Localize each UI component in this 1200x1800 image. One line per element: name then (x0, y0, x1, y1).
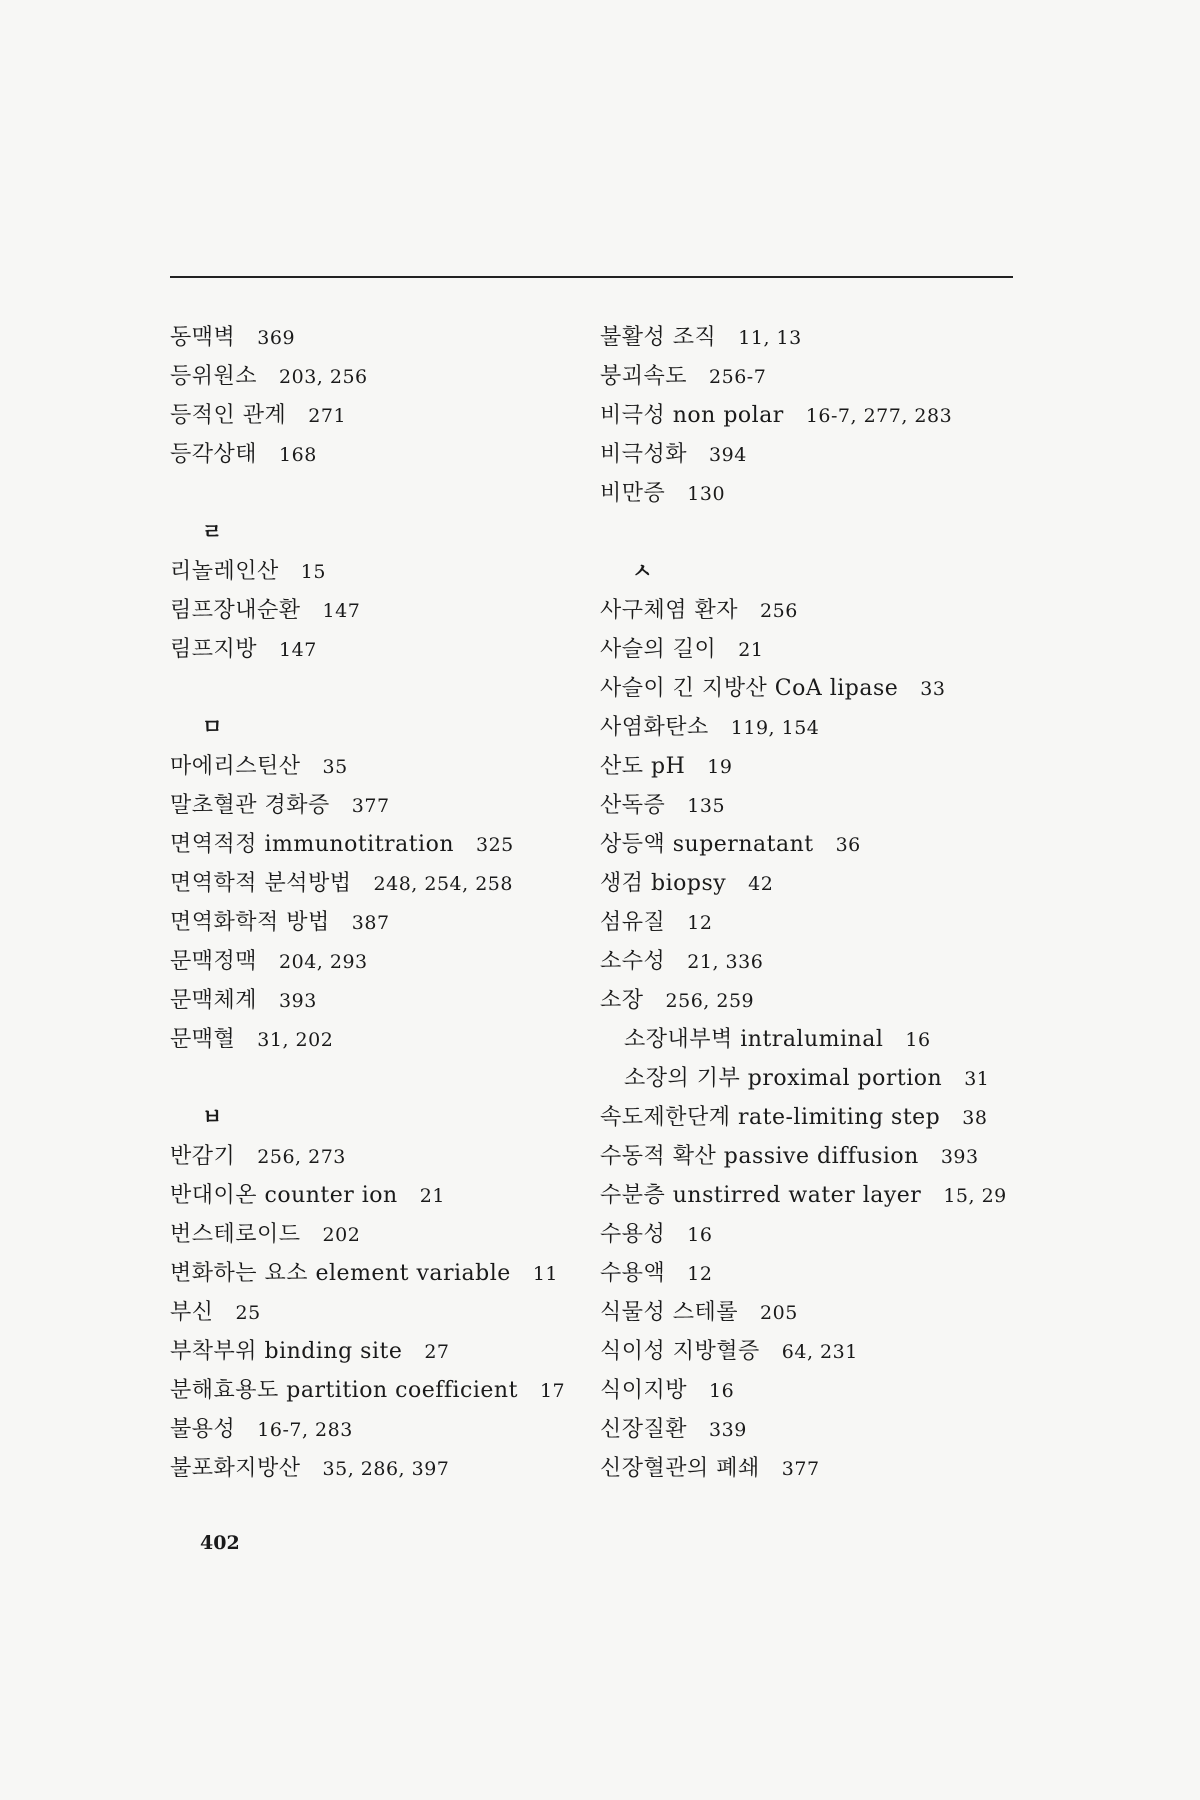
index-page-refs: 16 (709, 1380, 735, 1402)
index-term: 식이성 지방혈증 (600, 1339, 760, 1364)
index-entry (600, 942, 1020, 981)
index-term: 수용성 (600, 1222, 666, 1247)
index-term: 산도 pH (600, 754, 686, 779)
index-term: 부신 (170, 1300, 214, 1325)
index-page-refs: 377 (351, 795, 390, 817)
index-entry (170, 1215, 590, 1254)
index-term: 림프지방 (170, 637, 258, 662)
index-page-refs: 19 (707, 756, 733, 778)
index-term: 소장의 기부 proximal portion (624, 1066, 943, 1091)
index-entry (600, 786, 1020, 825)
index-entry (600, 1254, 1020, 1293)
index-entry (600, 708, 1020, 747)
index-page-refs: 64, 231 (781, 1341, 858, 1363)
index-entry (170, 1137, 590, 1176)
index-term: 산독증 (600, 793, 666, 818)
index-page-refs: 393 (279, 990, 317, 1012)
index-entry (600, 1215, 1020, 1254)
index-entry (170, 357, 590, 396)
index-entry (170, 825, 590, 864)
index-term: 비만증 (600, 481, 666, 506)
index-term: 비극성 non polar (600, 403, 784, 428)
index-term: 등위원소 (170, 364, 258, 389)
index-term: 림프장내순환 (170, 598, 301, 623)
index-term: 등적인 관계 (170, 403, 287, 428)
index-term: 등각상태 (170, 442, 258, 467)
index-page-refs: 147 (322, 600, 361, 622)
index-entry (170, 630, 590, 669)
index-subentry (600, 1059, 1020, 1098)
index-page-refs: 16-7, 283 (257, 1419, 353, 1441)
index-page-refs: 377 (781, 1458, 820, 1480)
index-term: 불포화지방산 (170, 1456, 301, 1481)
index-term: 문맥체계 (170, 988, 258, 1013)
index-entry (170, 1254, 590, 1293)
index-page-refs: 16-7, 277, 283 (805, 405, 953, 427)
index-page-refs: 33 (920, 678, 946, 700)
index-term: 상등액 supernatant (600, 832, 814, 857)
index-entry (170, 747, 590, 786)
index-term: 식이지방 (600, 1378, 688, 1403)
index-entry (170, 1371, 590, 1410)
index-entry (600, 1332, 1020, 1371)
index-term: 신장혈관의 폐쇄 (600, 1456, 760, 1481)
index-term: 속도제한단계 rate-limiting step (600, 1105, 941, 1130)
index-term: 말초혈관 경화증 (170, 793, 330, 818)
index-term: 소장 (600, 988, 644, 1013)
index-page-refs: 16 (687, 1224, 713, 1246)
index-entry (600, 474, 1020, 513)
index-term: 면역학적 분석방법 (170, 871, 352, 896)
index-page-refs: 205 (760, 1302, 798, 1324)
index-entry (600, 1410, 1020, 1449)
index-term: 소장내부벽 intraluminal (624, 1027, 884, 1052)
index-page-refs: 394 (709, 444, 747, 466)
index-term: 수동적 확산 passive diffusion (600, 1144, 919, 1169)
index-entry (170, 903, 590, 942)
index-section-heading: ㅅ (632, 558, 653, 583)
index-page-refs: 387 (351, 912, 390, 934)
index-term: 동맥벽 (170, 325, 236, 350)
index-subentry (600, 1020, 1020, 1059)
index-page-refs: 31, 202 (257, 1029, 334, 1051)
index-entry (600, 1449, 1020, 1488)
index-page-refs: 35 (322, 756, 348, 778)
index-term: 면역적정 immunotitration (170, 832, 454, 857)
index-entry (600, 396, 1020, 435)
index-term: 문맥정맥 (170, 949, 258, 974)
index-term: 면역화학적 방법 (170, 910, 330, 935)
index-page-refs: 17 (539, 1380, 566, 1402)
index-term: 소수성 (600, 949, 666, 974)
index-page-refs: 38 (962, 1107, 988, 1129)
index-entry (600, 747, 1020, 786)
index-entry (600, 630, 1020, 669)
index-entry (170, 864, 590, 903)
index-page-refs: 325 (476, 834, 514, 856)
index-page-refs: 339 (709, 1419, 747, 1441)
index-page-refs: 256 (760, 600, 798, 622)
index-page-refs: 35, 286, 397 (322, 1458, 450, 1480)
index-page-refs: 248, 254, 258 (373, 873, 513, 895)
index-page-refs: 168 (279, 444, 317, 466)
index-term: 번스테로이드 (170, 1222, 301, 1247)
index-entry (600, 357, 1020, 396)
index-entry (170, 942, 590, 981)
index-page-refs: 12 (687, 1263, 713, 1285)
index-section-heading: ㅂ (202, 1104, 223, 1129)
index-entry (600, 981, 1020, 1020)
index-entry (600, 669, 1020, 708)
index-entry (170, 786, 590, 825)
index-page-refs: 16 (905, 1029, 931, 1051)
index-page-refs: 256, 273 (257, 1146, 346, 1168)
index-term: 비극성화 (600, 442, 688, 467)
index-page-refs: 202 (322, 1224, 361, 1246)
index-term: 마에리스틴산 (170, 754, 301, 779)
index-entry (600, 1137, 1020, 1176)
index-entry (170, 1332, 590, 1371)
index-page-refs: 256, 259 (665, 990, 755, 1012)
page-number: 402 (200, 1532, 240, 1554)
index-page-refs: 135 (687, 795, 726, 817)
index-page-refs: 15, 29 (943, 1185, 1007, 1207)
index-term: 불용성 (170, 1417, 236, 1442)
index-page-refs: 21 (738, 639, 764, 661)
index-column-left (170, 318, 590, 1488)
index-term: 분해효용도 partition coefficient (170, 1378, 518, 1403)
index-entry (600, 1371, 1020, 1410)
index-term: 문맥혈 (170, 1027, 236, 1052)
index-column-right (600, 318, 1020, 1488)
top-rule (170, 276, 1013, 278)
index-entry (600, 591, 1020, 630)
index-term: 수분층 unstirred water layer (600, 1183, 922, 1208)
index-entry (170, 396, 590, 435)
index-term: 사슬의 길이 (600, 637, 717, 662)
index-page-refs: 130 (687, 483, 726, 505)
index-entry (600, 435, 1020, 474)
index-entry (170, 1020, 590, 1059)
index-page-refs: 25 (235, 1302, 261, 1324)
index-term: 붕괴속도 (600, 364, 688, 389)
index-page-refs: 204, 293 (279, 951, 368, 973)
index-term: 사구체염 환자 (600, 598, 739, 623)
index-term: 생검 biopsy (600, 871, 727, 896)
index-term: 반대이온 counter ion (170, 1183, 398, 1208)
index-entry (600, 1293, 1020, 1332)
index-term: 부착부위 binding site (170, 1339, 403, 1364)
index-section-heading: ㄹ (202, 519, 223, 544)
index-page-refs: 369 (257, 327, 296, 349)
index-term: 식물성 스테롤 (600, 1300, 739, 1325)
index-entry (600, 1176, 1020, 1215)
index-entry (170, 1410, 590, 1449)
index-term: 반감기 (170, 1144, 236, 1169)
index-term: 리놀레인산 (170, 559, 279, 584)
index-page-refs: 119, 154 (730, 717, 820, 739)
index-entry (170, 1293, 590, 1332)
index-page-refs: 15 (300, 561, 326, 583)
index-page-refs: 271 (308, 405, 347, 427)
index-entry (600, 864, 1020, 903)
index-page-refs: 36 (835, 834, 861, 856)
index-section-heading: ㅁ (202, 714, 223, 739)
index-term: 사슬이 긴 지방산 CoA lipase (600, 676, 899, 701)
index-page-refs: 21, 336 (687, 951, 764, 973)
index-page-refs: 11, 13 (738, 327, 802, 349)
index-entry (170, 981, 590, 1020)
index-term: 신장질환 (600, 1417, 688, 1442)
index-entry (170, 1176, 590, 1215)
index-entry (600, 1098, 1020, 1137)
index-entry (170, 318, 590, 357)
index-page-refs: 11 (532, 1263, 558, 1285)
index-term: 수용액 (600, 1261, 666, 1286)
index-page-refs: 31 (964, 1068, 990, 1090)
index-term: 섬유질 (600, 910, 666, 935)
index-entry (600, 825, 1020, 864)
index-page-refs: 27 (424, 1341, 450, 1363)
index-entry (170, 435, 590, 474)
index-page-refs: 147 (279, 639, 317, 661)
index-term: 불활성 조직 (600, 325, 717, 350)
index-page-refs: 21 (419, 1185, 445, 1207)
index-page-refs: 42 (748, 873, 774, 895)
index-term: 변화하는 요소 element variable (170, 1261, 511, 1286)
index-entry (170, 591, 590, 630)
index-page-refs: 256-7 (709, 366, 767, 388)
index-entry (170, 1449, 590, 1488)
index-page-refs: 12 (687, 912, 713, 934)
index-page-refs: 203, 256 (279, 366, 368, 388)
index-entry (170, 552, 590, 591)
index-entry (600, 318, 1020, 357)
index-entry (600, 903, 1020, 942)
index-page-refs: 393 (940, 1146, 979, 1168)
index-term: 사염화탄소 (600, 715, 709, 740)
